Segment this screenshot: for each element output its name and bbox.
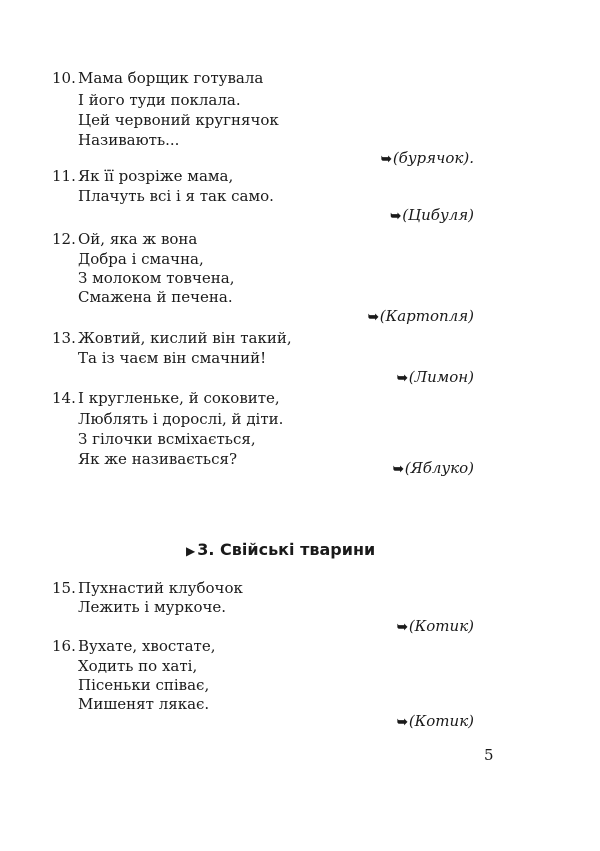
answer-arrow-icon: ➥	[392, 462, 404, 477]
answer-arrow-icon: ➥	[396, 371, 408, 386]
riddle-answer: ➥(Цибуля)	[390, 206, 474, 224]
riddle-line: Люблять і дорослі, й діти.	[78, 410, 284, 428]
riddle-line: Смажена й печена.	[78, 288, 233, 306]
riddle-line: Жовтий, кислий він такий,	[78, 329, 292, 347]
riddle-line: Ходить по хаті,	[78, 657, 198, 675]
riddle-line: Називають...	[78, 131, 180, 149]
triangle-marker-icon: ▶	[186, 544, 196, 558]
riddle-line: Та із чаєм він смачний!	[78, 349, 267, 367]
riddle-answer: ➥(бурячок).	[380, 149, 474, 167]
riddle-answer: ➥(Картопля)	[367, 307, 474, 325]
riddle-number: 16.	[52, 637, 76, 655]
riddle-line: Плачуть всі і я так само.	[78, 187, 274, 205]
riddle-line: З гілочки всміхається,	[78, 430, 256, 448]
riddle-line: Мама борщик готувала	[78, 69, 264, 87]
riddle-line: Пісеньки співає,	[78, 676, 210, 694]
riddle-line: Добра і смачна,	[78, 250, 204, 268]
riddle-answer: ➥(Котик)	[396, 617, 474, 635]
riddle-answer: ➥(Котик)	[396, 712, 474, 730]
riddle-number: 10.	[52, 69, 76, 87]
answer-arrow-icon: ➥	[367, 310, 379, 325]
riddle-answer: ➥(Яблуко)	[392, 459, 474, 477]
page-number: 5	[484, 746, 494, 764]
riddle-line: І його туди поклала.	[78, 91, 241, 109]
riddle-answer: ➥(Лимон)	[396, 368, 474, 386]
riddle-number: 15.	[52, 579, 76, 597]
riddle-line: Мишенят лякає.	[78, 695, 210, 713]
riddle-line: Пухнастий клубочок	[78, 579, 243, 597]
riddle-line: Ой, яка ж вона	[78, 230, 198, 248]
riddle-line: Вухате, хвостате,	[78, 637, 216, 655]
answer-arrow-icon: ➥	[380, 152, 392, 167]
riddle-line: З молоком товчена,	[78, 269, 235, 287]
riddle-line: Лежить і муркоче.	[78, 598, 227, 616]
riddle-number: 14.	[52, 389, 76, 407]
answer-arrow-icon: ➥	[396, 715, 408, 730]
riddle-number: 13.	[52, 329, 76, 347]
riddle-line: Як же називається?	[78, 450, 237, 468]
section-heading: ▶ 3. Свійські тварини	[186, 540, 376, 559]
riddle-line: Як її розріже мама,	[78, 167, 234, 185]
riddle-number: 12.	[52, 230, 76, 248]
riddle-number: 11.	[52, 167, 76, 185]
answer-arrow-icon: ➥	[390, 209, 402, 224]
answer-arrow-icon: ➥	[396, 620, 408, 635]
riddle-line: І кругленьке, й соковите,	[78, 389, 280, 407]
riddle-line: Цей червоний кругнячок	[78, 111, 279, 129]
